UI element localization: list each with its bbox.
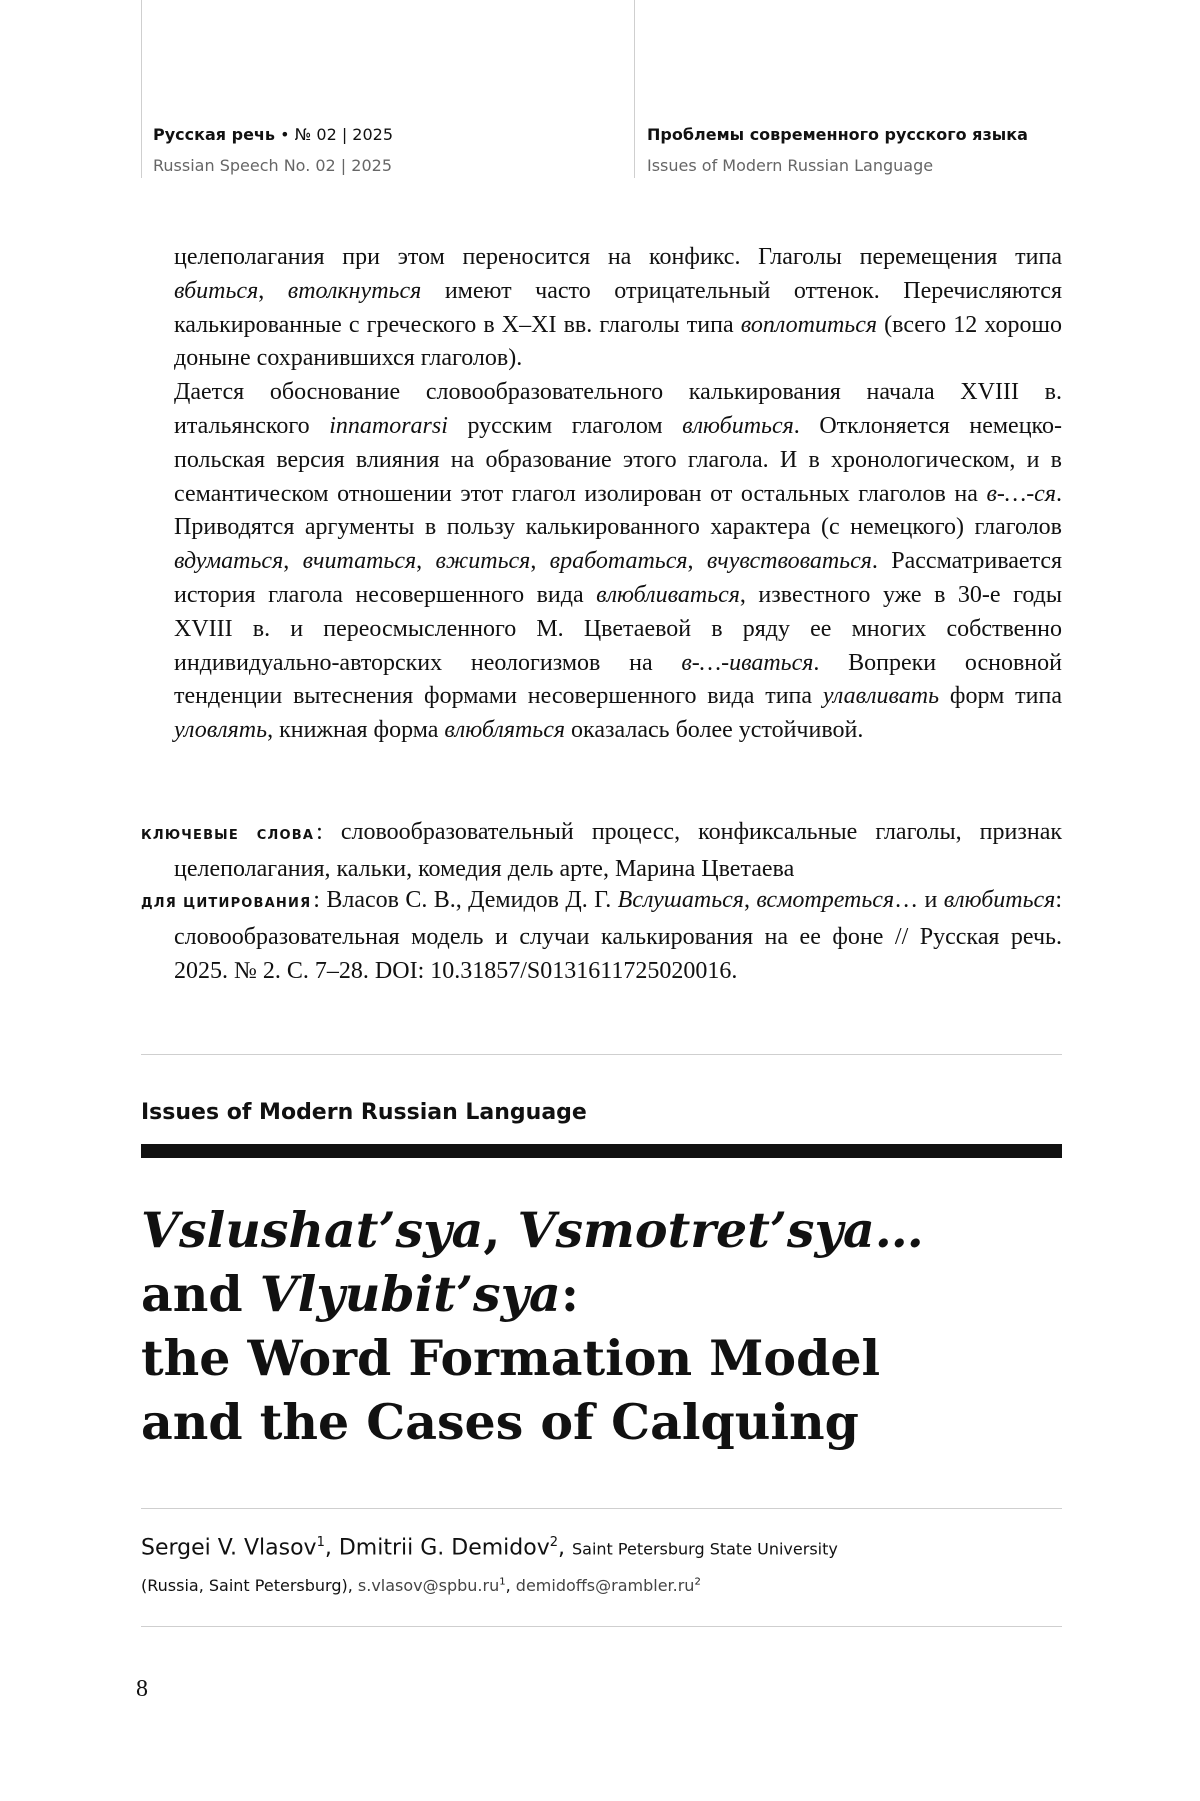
location: (Russia, Saint Petersburg), <box>141 1576 353 1595</box>
citation-label: ДЛЯ ЦИТИРОВАНИЯ <box>141 896 312 911</box>
authors-line: Sergei V. Vlasov$^1$, Dmitrii G. Demidov$^2$, Saint Petersburg State University <box>141 1535 838 1561</box>
citation-block: ДЛЯ ЦИТИРОВАНИЯ: Власов С. В., Демидов Д. Г. Вслушаться, всмотреться… и влюбиться: словообразовательная модель и случаи калькирования на ее фоне // Русская речь. 2025. № 2. С. 7–28. DOI: 10.31857/S0131611725020016. <box>141 887 1063 984</box>
header-bullet: • <box>280 125 290 144</box>
section-title-en: Issues of Modern Russian Language <box>647 156 934 175</box>
keywords-label: КЛЮЧЕВЫЕ СЛОВА <box>141 828 315 843</box>
running-header-left <box>153 124 393 177</box>
running-header-right <box>647 124 1028 177</box>
contacts-line: (Russia, Saint Petersburg), $s.vlasov@spbu.ru^1$, $demidoffs@rambler.ru^2$ <box>141 1576 701 1595</box>
english-section-title: Issues of Modern Russian Language <box>141 1100 587 1125</box>
page-number: 8 <box>136 1676 148 1702</box>
email-2[interactable]: demidoffs@rambler.ru <box>515 1576 695 1595</box>
section-title-ru: Проблемы современного русского языка <box>647 125 1028 144</box>
email-1[interactable]: s.vlasov@spbu.ru <box>357 1576 500 1595</box>
journal-title-ru: Русская речь <box>153 125 276 144</box>
english-article-title: Vslushat’sya, Vsmotret’sya… and Vlyubit’sya: the Word Formation Model and the Cases of Calquing <box>141 1201 924 1451</box>
issue-ru: № 02 | 2025 <box>294 125 394 144</box>
abstract-body <box>174 241 1062 748</box>
divider-top <box>141 1054 1062 1055</box>
keywords-text: словообразовательный процесс, конфиксальные глаголы, признак целеполагания, кальки, комедия дель арте, Марина Цветаева <box>174 819 1063 882</box>
author-1: Sergei V. Vlasov <box>141 1535 317 1561</box>
affiliation: Saint Petersburg State University <box>572 1539 838 1559</box>
journal-title-en: Russian Speech No. 02 | 2025 <box>153 156 392 175</box>
divider-authors-bottom <box>141 1626 1062 1627</box>
header-rule-left <box>141 0 142 178</box>
abstract-paragraph-2: Дается обоснование словообразовательного калькирования начала XVIII в. итальянского innamorarsi русским глаголом влюбиться. Отклоняется немецко-польская версия влияния на образование этого глагола. И в хронологическом, и в семантическом отношении этот глагол изолирован от остальных глаголов на в-…-ся. Приводятся аргументы в пользу калькированного характера (с немецкого) глаголов вдуматься, вчитаться, вжиться, вработаться, вчувствоваться. Рассматривается история глагола несовершенного вида влюбливаться, известного уже в 30-е годы XVIII в. и переосмысленного М. Цветаевой в ряду ее многих собственно индивидуально-авторских неологизмов на в-…-иваться. Вопреки основной тенденции вытеснения формами несовершенного вида типа улавливать форм типа уловлять, книжная форма влюбляться оказалась более устойчивой. <box>174 379 1063 744</box>
divider-authors-top <box>141 1508 1062 1509</box>
abstract-paragraph-1: целеполагания при этом переносится на конфикс. Глаголы перемещения типа вбиться, втолкнуться имеют часто отрицательный оттенок. Перечисляются калькированные с греческого в X–XI вв. глаголы типа воплотиться (всего 12 хорошо доныне сохранившихся глаголов). <box>174 244 1063 372</box>
header-rule-right <box>634 0 635 178</box>
thick-rule <box>141 1144 1062 1158</box>
keywords-block: КЛЮЧЕВЫЕ СЛОВА: словообразовательный процесс, конфиксальные глаголы, признак целеполагания, кальки, комедия дель арте, Марина Цветаева <box>141 819 1063 882</box>
author-2: Dmitrii G. Demidov <box>338 1535 550 1561</box>
